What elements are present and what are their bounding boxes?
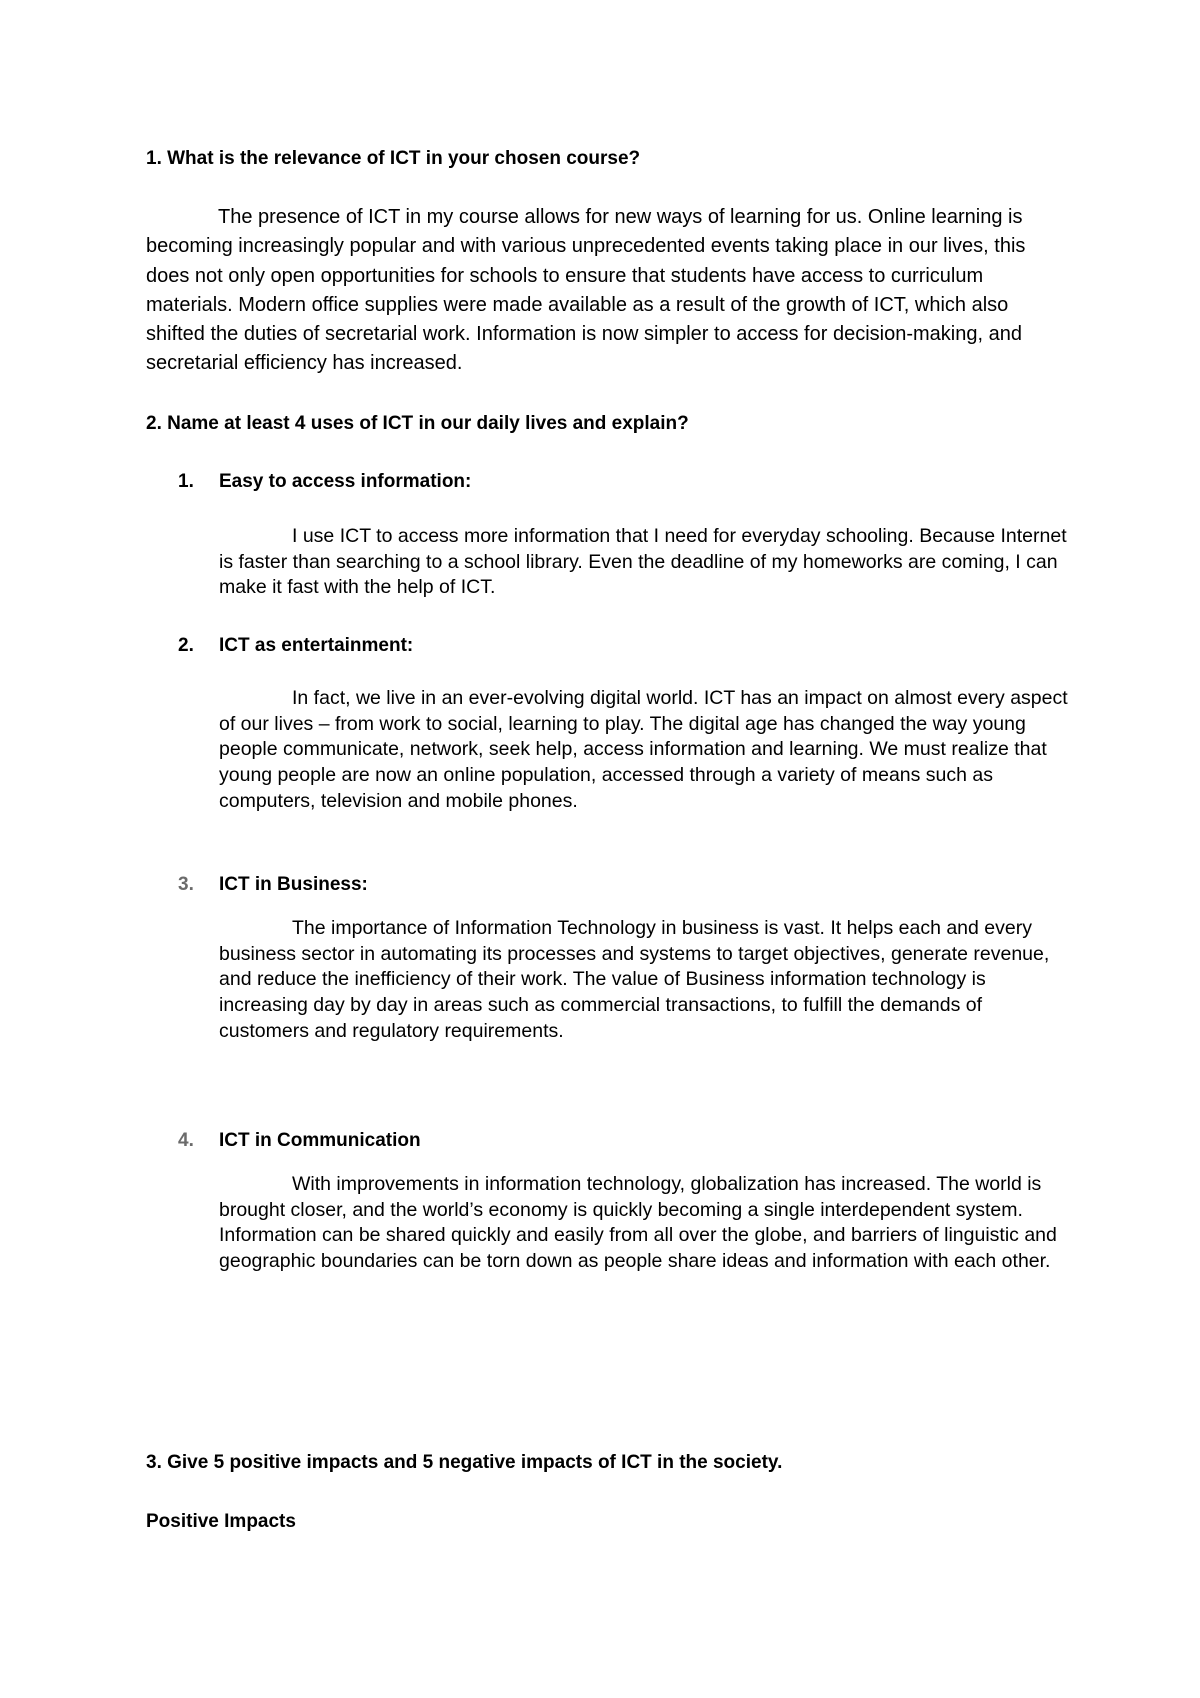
ict-use-title: ICT in Communication	[219, 1130, 421, 1151]
ict-use-item-4	[178, 1128, 1078, 1275]
ict-use-item-2	[178, 633, 1078, 815]
ict-use-title: ICT in Business:	[219, 874, 368, 895]
question-1-answer: The presence of ICT in my course allows for new ways of learning for us. Online learning is becoming increasingly popular and with various unprecedented events taking place in our lives, this does not only open opportunities for schools to ensure that students have access to curriculum materials. Modern office supplies were made available as a result of the growth of ICT, which also shifted the duties of secretarial work. Information is now simpler to access for decision-making, and secretarial efficiency has increased.	[146, 206, 1026, 375]
ict-use-body: I use ICT to access more information that I need for everyday schooling. Because Internet is faster than searching to a school library. Even the deadline of my homeworks are coming, I can make it fast with the help of ICT.	[219, 525, 1067, 599]
ict-use-heading	[178, 872, 1078, 898]
ict-use-title: Easy to access information:	[219, 471, 472, 492]
ict-use-body: In fact, we live in an ever-evolving digital world. ICT has an impact on almost every aspect of our lives – from work to social, learning to play. The digital age has changed the way young people communicate, network, seek help, access information and learning. We must realize that young people are now an online population, accessed through a variety of means such as computers, television and mobile phones.	[219, 687, 1068, 812]
positive-impacts-heading: Positive Impacts	[146, 1511, 296, 1532]
ict-use-item-1	[178, 469, 1078, 601]
list-number: 3.	[178, 874, 194, 895]
ict-use-heading	[178, 633, 1078, 659]
ict-use-heading	[178, 469, 1078, 495]
question-3-heading: 3. Give 5 positive impacts and 5 negative impacts of ICT in the society.	[146, 1452, 783, 1473]
list-number: 2.	[178, 635, 194, 656]
ict-use-item-3	[178, 872, 1078, 1045]
ict-use-heading	[178, 1128, 1078, 1154]
question-1-heading: 1. What is the relevance of ICT in your chosen course?	[146, 148, 641, 169]
list-number: 4.	[178, 1130, 194, 1151]
ict-use-body: With improvements in information technology, globalization has increased. The world is brought closer, and the world’s economy is quickly becoming a single interdependent system. Information can be shared quickly and easily from all over the globe, and barriers of linguistic and geographic boundaries can be torn down as people share ideas and information with each other.	[219, 1173, 1057, 1273]
question-2-heading: 2. Name at least 4 uses of ICT in our daily lives and explain?	[146, 413, 689, 434]
ict-use-title: ICT as entertainment:	[219, 635, 414, 656]
ict-use-body: The importance of Information Technology in business is vast. It helps each and every business sector in automating its processes and systems to target objectives, generate revenue, and reduce the inefficiency of their work. The value of Business information technology is increasing day by day in areas such as commercial transactions, to fulfill the demands of customers and regulatory requirements.	[219, 917, 1050, 1042]
list-number: 1.	[178, 471, 194, 492]
